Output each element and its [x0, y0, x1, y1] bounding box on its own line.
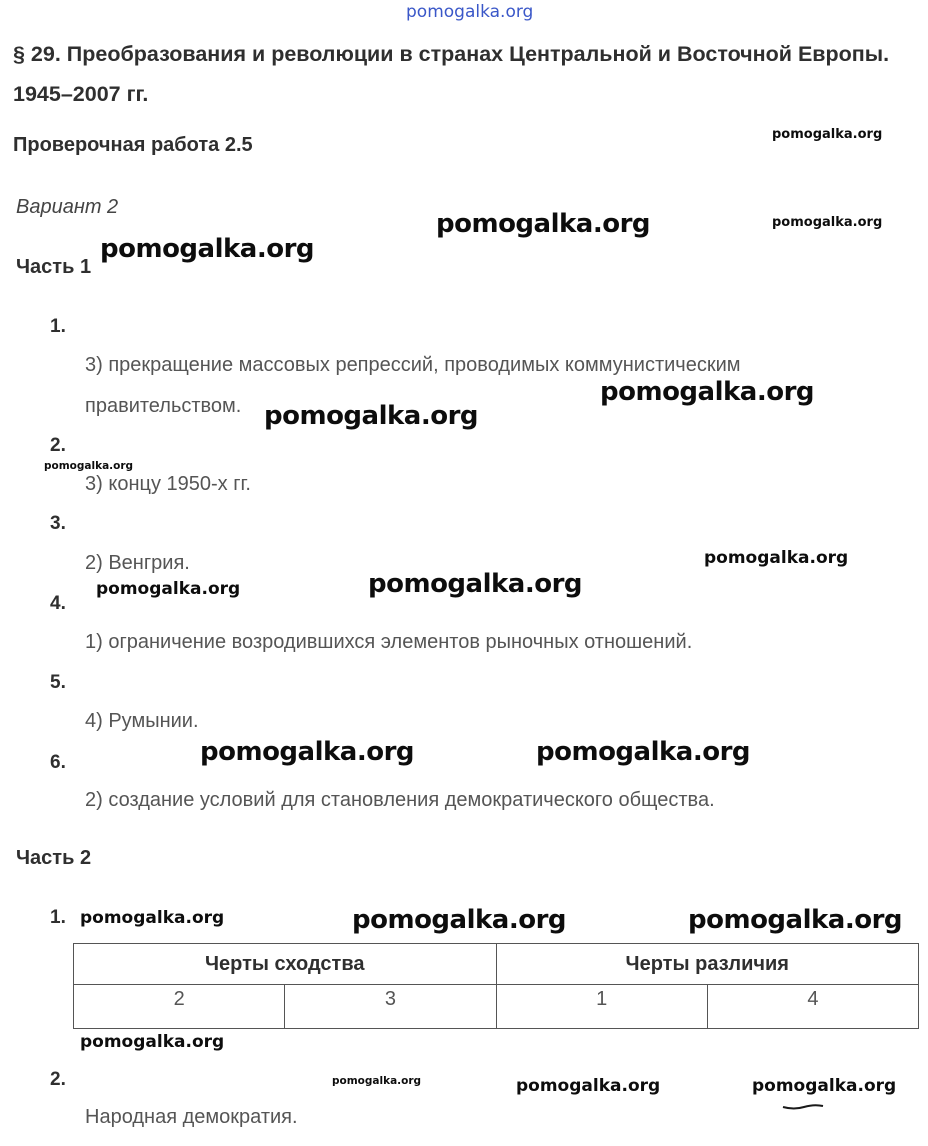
watermark: pomogalka.org: [44, 460, 134, 472]
answer-text: 2) Венгрия.: [85, 552, 190, 574]
variant-label: Вариант 2: [16, 196, 119, 218]
watermark: pomogalka.org: [100, 234, 315, 264]
table-header-similarity: Черты сходства: [74, 944, 497, 985]
watermark: pomogalka.org: [772, 127, 883, 142]
question-number: 1.: [50, 316, 66, 337]
top-watermark: pomogalka.org: [406, 2, 534, 22]
answer-text: правительством.: [85, 395, 242, 417]
worksheet-title: Проверочная работа 2.5: [13, 134, 253, 156]
answer-text: 3) прекращение массовых репрессий, проводимых коммунистическим: [85, 354, 741, 376]
answer-text: 4) Румынии.: [85, 710, 199, 732]
table-cell: 3: [285, 985, 496, 1029]
squiggle-mark: [782, 1102, 824, 1110]
watermark: pomogalka.org: [96, 579, 241, 599]
watermark: pomogalka.org: [536, 737, 751, 767]
table-cell: 1: [496, 985, 707, 1029]
watermark: pomogalka.org: [752, 1076, 897, 1096]
watermark: pomogalka.org: [516, 1076, 661, 1096]
answer-table: [73, 943, 919, 1029]
answer-text: 1) ограничение возродившихся элементов рыночных отношений.: [85, 631, 693, 653]
watermark: pomogalka.org: [264, 401, 479, 431]
question-number: 2.: [50, 435, 66, 456]
question-number: 6.: [50, 752, 66, 773]
question-number: 1.: [50, 907, 66, 928]
watermark: pomogalka.org: [80, 908, 225, 928]
watermark: pomogalka.org: [200, 737, 415, 767]
watermark: pomogalka.org: [436, 209, 651, 239]
table-row: [74, 985, 919, 1029]
table-cell: 2: [74, 985, 285, 1029]
part2-heading: Часть 2: [16, 847, 92, 869]
watermark: pomogalka.org: [368, 569, 583, 599]
page-title: § 29. Преобразования и революции в странах Центральной и Восточной Европы. 1945–2007 гг.: [13, 42, 890, 106]
question-number: 3.: [50, 513, 66, 534]
answer-text: Народная демократия.: [85, 1106, 298, 1128]
answer-text: 2) создание условий для становления демократического общества.: [85, 789, 715, 811]
watermark: pomogalka.org: [772, 215, 883, 230]
table-header-difference: Черты различия: [496, 944, 919, 985]
watermark: pomogalka.org: [332, 1075, 422, 1087]
watermark: pomogalka.org: [600, 377, 815, 407]
question-number: 5.: [50, 672, 66, 693]
watermark: pomogalka.org: [80, 1032, 225, 1052]
question-number: 2.: [50, 1069, 66, 1090]
part1-heading: Часть 1: [16, 256, 92, 278]
question-number: 4.: [50, 593, 66, 614]
watermark: pomogalka.org: [704, 548, 849, 568]
table-cell: 4: [707, 985, 918, 1029]
answer-text: 3) концу 1950-х гг.: [85, 473, 251, 495]
watermark: pomogalka.org: [688, 905, 903, 935]
watermark: pomogalka.org: [352, 905, 567, 935]
